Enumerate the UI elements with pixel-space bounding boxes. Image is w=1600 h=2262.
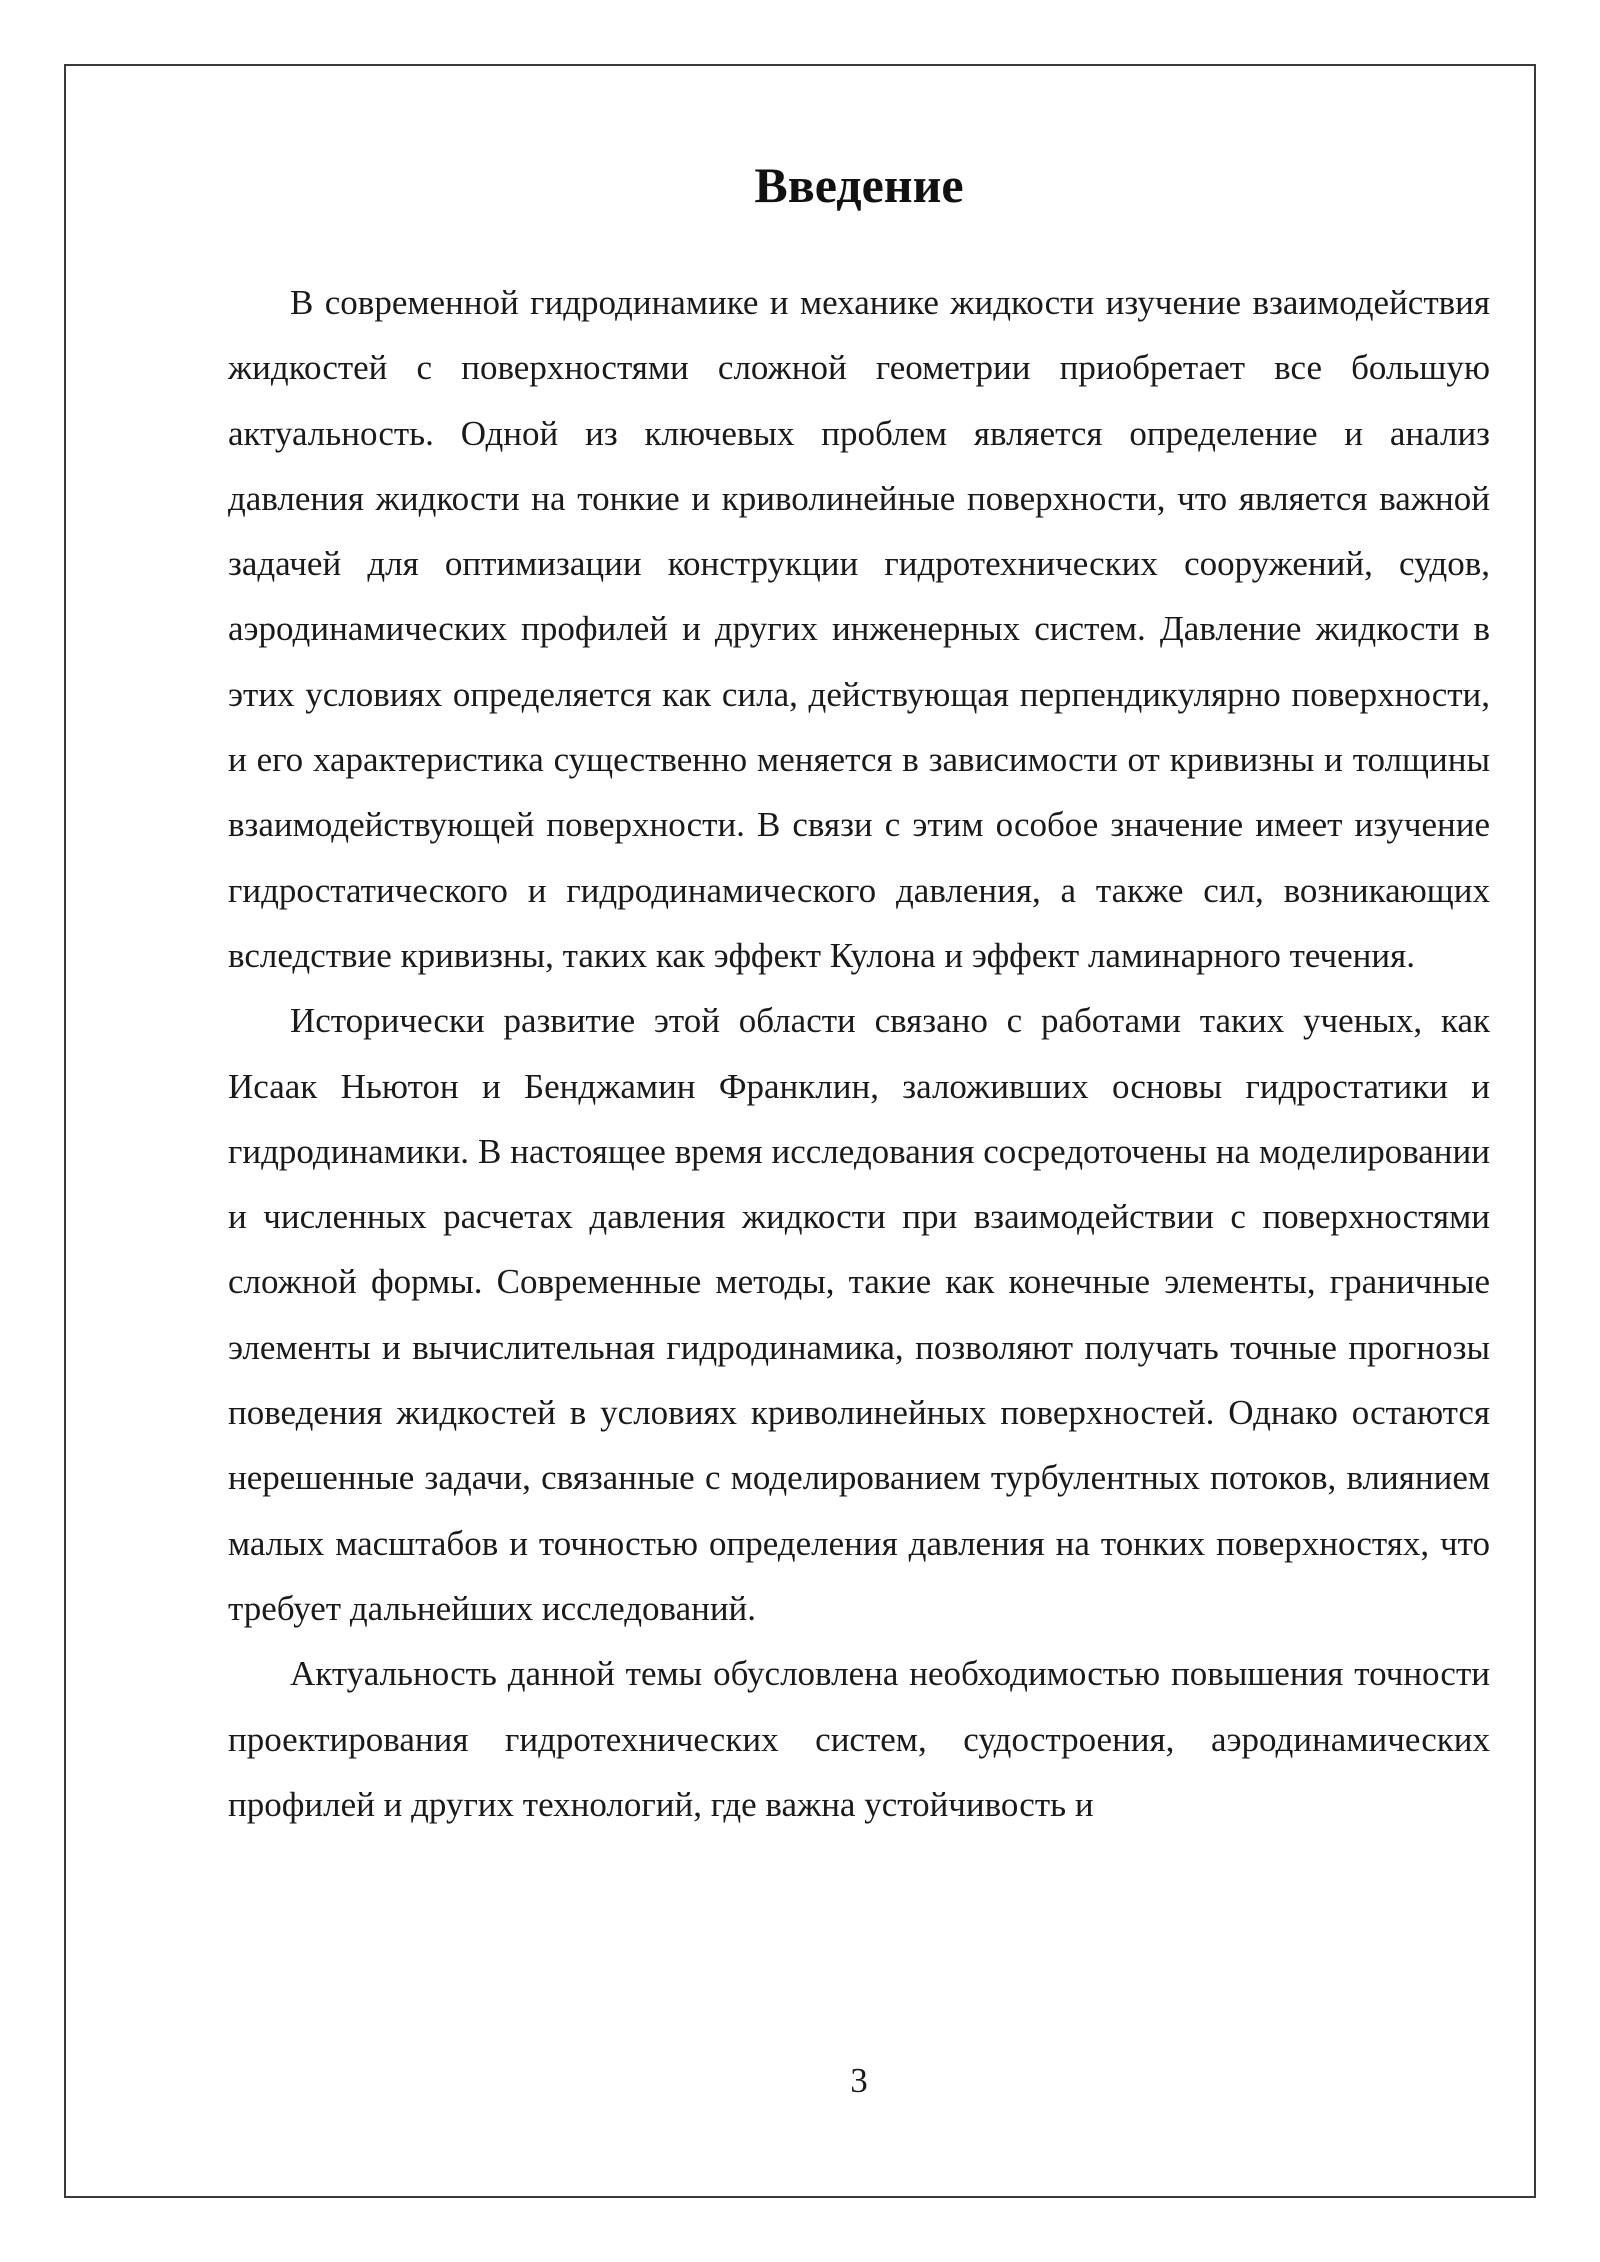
- paragraph-2: Исторически развитие этой области связано с работами таких ученых, как Исаак Ньютон и Бенджамин Франклин, заложивших основы гидростатики и гидродинамики. В настоящее время исследования сосредоточены на моделировании и численных расчетах давления жидкости при взаимодействии с поверхностями сложной формы. Современные методы, такие как конечные элементы, граничные элементы и вычислительная гидродинамика, позволяют получать точные прогнозы поведения жидкостей в условиях криволинейных поверхностей. Однако остаются нерешенные задачи, связанные с моделированием турбулентных потоков, влиянием малых масштабов и точностью определения давления на тонких поверхностях, что требует дальнейших исследований.: [228, 1001, 1490, 1628]
- page-content: [228, 140, 1490, 1837]
- page-number: 3: [850, 2061, 868, 2100]
- document-body: [228, 270, 1490, 1837]
- document-title: Введение: [754, 157, 964, 213]
- paragraph-3: Актуальность данной темы обусловлена необходимостью повышения точности проектирования гидротехнических систем, судостроения, аэродинамических профилей и других технологий, где важна устойчивость и: [228, 1654, 1490, 1824]
- paragraph-1: В современной гидродинамике и механике жидкости изучение взаимодействия жидкостей с поверхностями сложной геометрии приобретает все большую актуальность. Одной из ключевых проблем является определение и анализ давления жидкости на тонкие и криволинейные поверхности, что является важной задачей для оптимизации конструкции гидротехнических сооружений, судов, аэродинамических профилей и других инженерных систем. Давление жидкости в этих условиях определяется как сила, действующая перпендикулярно поверхности, и его характеристика существенно меняется в зависимости от кривизны и толщины взаимодействующей поверхности. В связи с этим особое значение имеет изучение гидростатического и гидродинамического давления, а также сил, возникающих вследствие кривизны, таких как эффект Кулона и эффект ламинарного течения.: [228, 283, 1490, 975]
